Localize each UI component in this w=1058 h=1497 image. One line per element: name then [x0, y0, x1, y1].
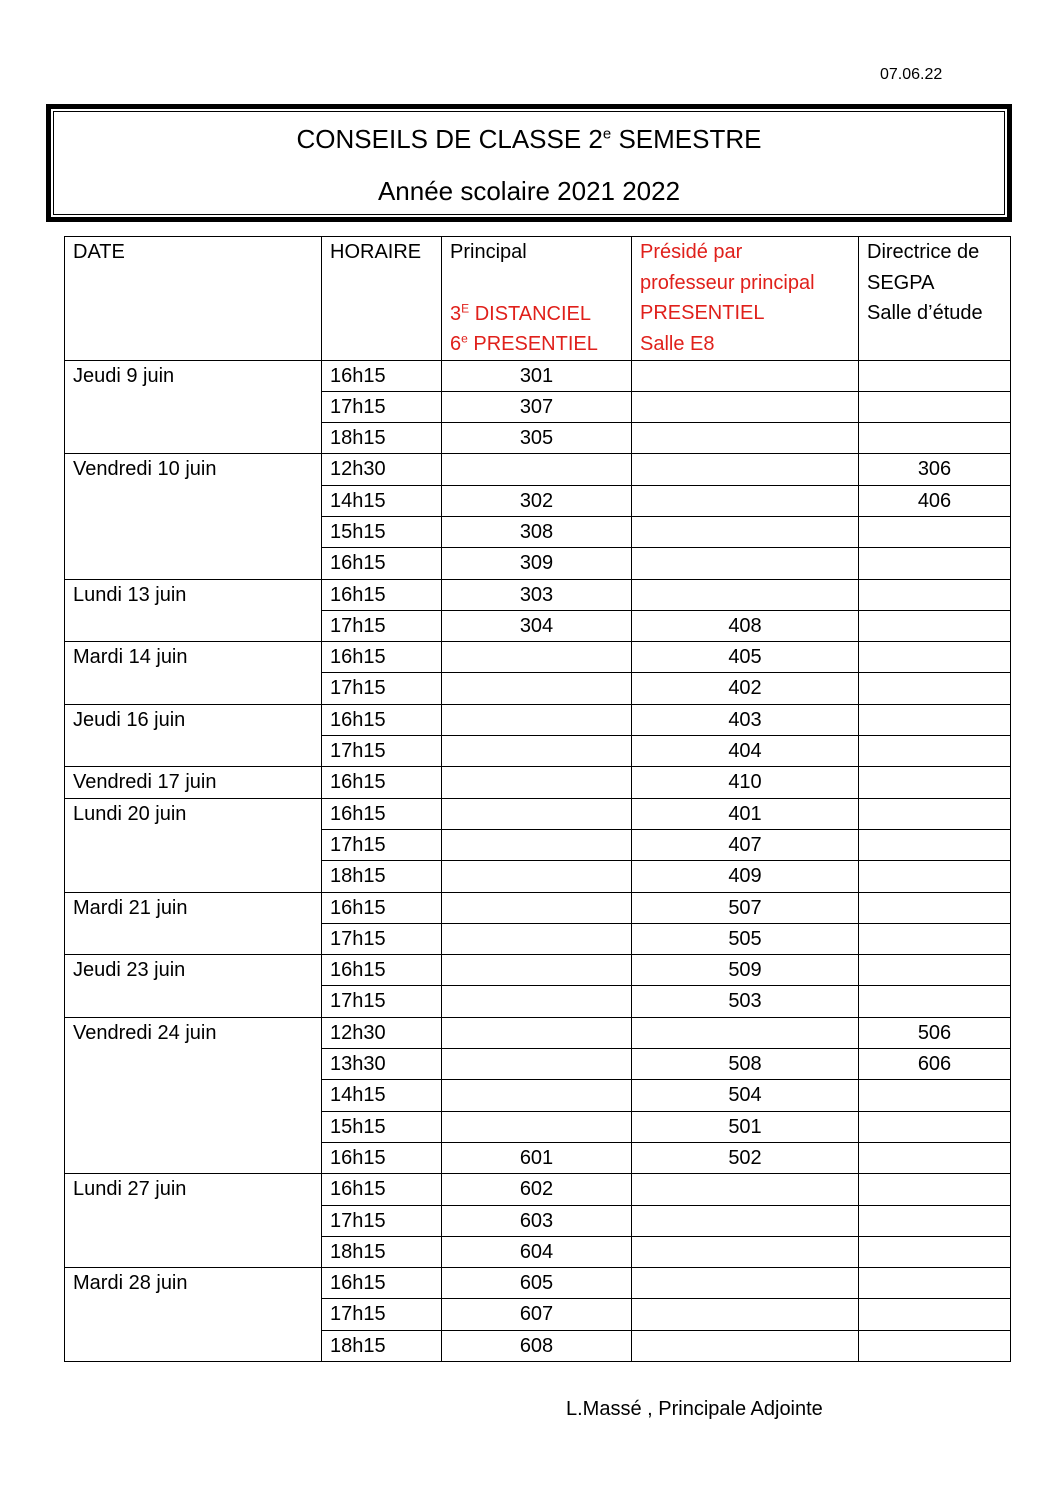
- preside-cell: [632, 1299, 859, 1330]
- time-cell: 16h15: [322, 1268, 442, 1299]
- principal-cell: 305: [442, 423, 632, 454]
- principal-cell: 308: [442, 516, 632, 547]
- segpa-cell: [859, 1142, 1011, 1173]
- segpa-cell: [859, 579, 1011, 610]
- title-line-1-end: SEMESTRE: [611, 124, 762, 154]
- signature: L.Massé , Principale Adjointe: [566, 1398, 823, 1420]
- principal-cell: [442, 673, 632, 704]
- header-principal-3e: $3^E$ DISTANCIEL: [450, 300, 592, 325]
- preside-cell: [632, 485, 859, 516]
- preside-cell: 504: [632, 1080, 859, 1111]
- table-row: [65, 360, 1011, 391]
- preside-cell: 501: [632, 1111, 859, 1142]
- preside-cell: 405: [632, 642, 859, 673]
- time-cell: 16h15: [322, 579, 442, 610]
- principal-cell: [442, 829, 632, 860]
- time-cell: 16h15: [322, 642, 442, 673]
- time-cell: 17h15: [322, 923, 442, 954]
- header-preside: [632, 237, 859, 361]
- preside-cell: 401: [632, 798, 859, 829]
- title-inner-frame: [53, 111, 1005, 215]
- preside-cell: [632, 579, 859, 610]
- date-cell: Lundi 27 juin: [65, 1174, 322, 1268]
- segpa-cell: 506: [859, 1017, 1011, 1048]
- time-cell: 18h15: [322, 1330, 442, 1361]
- table-row: [65, 704, 1011, 735]
- preside-cell: 502: [632, 1142, 859, 1173]
- time-cell: 16h15: [322, 360, 442, 391]
- header-segpa-l2: SEGPA: [867, 271, 935, 294]
- segpa-cell: [859, 360, 1011, 391]
- date-cell: Mardi 28 juin: [65, 1268, 322, 1362]
- date-cell: Jeudi 9 juin: [65, 360, 322, 454]
- time-cell: 17h15: [322, 829, 442, 860]
- header-principal-spacer: [450, 268, 623, 299]
- time-cell: 12h30: [322, 1017, 442, 1048]
- time-cell: 18h15: [322, 423, 442, 454]
- preside-cell: 508: [632, 1049, 859, 1080]
- segpa-cell: [859, 1268, 1011, 1299]
- time-cell: 13h30: [322, 1049, 442, 1080]
- preside-cell: 409: [632, 861, 859, 892]
- title-line-1: [54, 112, 1004, 168]
- segpa-cell: [859, 1236, 1011, 1267]
- principal-cell: 307: [442, 391, 632, 422]
- preside-cell: 402: [632, 673, 859, 704]
- preside-cell: [632, 423, 859, 454]
- date-cell: Jeudi 23 juin: [65, 955, 322, 1018]
- table-row: [65, 1174, 1011, 1205]
- header-principal-6e: 6e PRESENTIEL: [450, 331, 598, 355]
- time-cell: 17h15: [322, 736, 442, 767]
- time-cell: 17h15: [322, 610, 442, 641]
- segpa-cell: [859, 1174, 1011, 1205]
- time-cell: 17h15: [322, 673, 442, 704]
- principal-cell: [442, 1080, 632, 1111]
- date-cell: Vendredi 10 juin: [65, 454, 322, 579]
- preside-cell: 403: [632, 704, 859, 735]
- preside-cell: 410: [632, 767, 859, 798]
- table-row: [65, 642, 1011, 673]
- preside-cell: [632, 1268, 859, 1299]
- segpa-cell: [859, 1205, 1011, 1236]
- header-principal: [442, 237, 632, 361]
- preside-cell: [632, 548, 859, 579]
- preside-cell: 505: [632, 923, 859, 954]
- preside-cell: [632, 1236, 859, 1267]
- segpa-cell: [859, 1330, 1011, 1361]
- principal-cell: [442, 767, 632, 798]
- header-segpa: [859, 237, 1011, 361]
- segpa-cell: [859, 986, 1011, 1017]
- preside-cell: 503: [632, 986, 859, 1017]
- principal-cell: [442, 986, 632, 1017]
- principal-cell: 607: [442, 1299, 632, 1330]
- preside-cell: [632, 1017, 859, 1048]
- principal-cell: 301: [442, 360, 632, 391]
- principal-cell: [442, 1017, 632, 1048]
- title-line-2: Année scolaire 2021 2022: [377, 176, 681, 206]
- principal-cell: [442, 892, 632, 923]
- preside-cell: [632, 1330, 859, 1361]
- preside-cell: [632, 391, 859, 422]
- table-row: [65, 955, 1011, 986]
- segpa-cell: [859, 1299, 1011, 1330]
- header-principal-label: Principal: [450, 241, 527, 263]
- segpa-cell: 406: [859, 485, 1011, 516]
- date-cell: Vendredi 24 juin: [65, 1017, 322, 1173]
- time-cell: 14h15: [322, 1080, 442, 1111]
- time-cell: 16h15: [322, 1142, 442, 1173]
- table-row: [65, 454, 1011, 485]
- preside-cell: [632, 1174, 859, 1205]
- segpa-cell: [859, 391, 1011, 422]
- segpa-cell: [859, 892, 1011, 923]
- time-cell: 17h15: [322, 986, 442, 1017]
- segpa-cell: [859, 610, 1011, 641]
- segpa-cell: [859, 955, 1011, 986]
- principal-cell: 302: [442, 485, 632, 516]
- header-preside-l2: professeur principal: [640, 271, 815, 294]
- segpa-cell: [859, 767, 1011, 798]
- header-segpa-l1: Directrice de: [867, 241, 980, 263]
- segpa-cell: [859, 423, 1011, 454]
- segpa-cell: [859, 516, 1011, 547]
- segpa-cell: [859, 673, 1011, 704]
- header-preside-l3: PRESENTIEL: [640, 302, 765, 324]
- principal-cell: [442, 798, 632, 829]
- segpa-cell: [859, 861, 1011, 892]
- preside-cell: 509: [632, 955, 859, 986]
- time-cell: 16h15: [322, 704, 442, 735]
- preside-cell: 407: [632, 829, 859, 860]
- header-row: [65, 237, 1011, 361]
- preside-cell: 507: [632, 892, 859, 923]
- preside-cell: 408: [632, 610, 859, 641]
- table-row: [65, 1268, 1011, 1299]
- preside-cell: [632, 516, 859, 547]
- preside-cell: 404: [632, 736, 859, 767]
- table-row: [65, 798, 1011, 829]
- principal-cell: [442, 736, 632, 767]
- table-row: [65, 579, 1011, 610]
- document-date: 07.06.22: [880, 66, 943, 83]
- header-segpa-l3: Salle d’étude: [867, 302, 983, 324]
- segpa-cell: [859, 704, 1011, 735]
- segpa-cell: [859, 736, 1011, 767]
- segpa-cell: [859, 829, 1011, 860]
- principal-cell: 303: [442, 579, 632, 610]
- principal-cell: [442, 454, 632, 485]
- principal-cell: 309: [442, 548, 632, 579]
- time-cell: 14h15: [322, 485, 442, 516]
- date-cell: Lundi 20 juin: [65, 798, 322, 892]
- principal-cell: 603: [442, 1205, 632, 1236]
- date-cell: Vendredi 17 juin: [65, 767, 322, 798]
- header-date: DATE: [65, 237, 322, 361]
- date-cell: Mardi 14 juin: [65, 642, 322, 705]
- segpa-cell: 606: [859, 1049, 1011, 1080]
- principal-cell: [442, 704, 632, 735]
- segpa-cell: [859, 798, 1011, 829]
- table-row: [65, 1017, 1011, 1048]
- date-cell: Lundi 13 juin: [65, 579, 322, 642]
- table-row: [65, 892, 1011, 923]
- segpa-cell: 306: [859, 454, 1011, 485]
- time-cell: 16h15: [322, 548, 442, 579]
- date-cell: Mardi 21 juin: [65, 892, 322, 955]
- principal-cell: 608: [442, 1330, 632, 1361]
- time-cell: 16h15: [322, 767, 442, 798]
- principal-cell: 601: [442, 1142, 632, 1173]
- time-cell: 18h15: [322, 861, 442, 892]
- table-row: [65, 767, 1011, 798]
- principal-cell: [442, 923, 632, 954]
- time-cell: 17h15: [322, 1205, 442, 1236]
- preside-cell: [632, 1205, 859, 1236]
- segpa-cell: [859, 1111, 1011, 1142]
- time-cell: 16h15: [322, 892, 442, 923]
- header-preside-l1: Présidé par: [640, 241, 743, 263]
- principal-cell: [442, 642, 632, 673]
- segpa-cell: [859, 923, 1011, 954]
- time-cell: 15h15: [322, 516, 442, 547]
- time-cell: 18h15: [322, 1236, 442, 1267]
- principal-cell: [442, 1111, 632, 1142]
- time-cell: 16h15: [322, 1174, 442, 1205]
- principal-cell: 602: [442, 1174, 632, 1205]
- header-preside-l4: Salle E8: [640, 332, 715, 355]
- time-cell: 17h15: [322, 391, 442, 422]
- principal-cell: [442, 955, 632, 986]
- time-cell: 16h15: [322, 955, 442, 986]
- preside-cell: [632, 360, 859, 391]
- time-cell: 15h15: [322, 1111, 442, 1142]
- principal-cell: [442, 1049, 632, 1080]
- schedule-table: [64, 236, 1011, 1362]
- header-horaire: HORAIRE: [322, 237, 442, 361]
- segpa-cell: [859, 548, 1011, 579]
- time-cell: 12h30: [322, 454, 442, 485]
- principal-cell: 604: [442, 1236, 632, 1267]
- title-line-1-sup: e: [602, 125, 612, 143]
- principal-cell: 304: [442, 610, 632, 641]
- title-box: [46, 104, 1012, 222]
- principal-cell: 605: [442, 1268, 632, 1299]
- time-cell: 17h15: [322, 1299, 442, 1330]
- title-line-1-main: CONSEILS DE CLASSE 2: [296, 124, 603, 154]
- preside-cell: [632, 454, 859, 485]
- principal-cell: [442, 861, 632, 892]
- time-cell: 16h15: [322, 798, 442, 829]
- date-cell: Jeudi 16 juin: [65, 704, 322, 767]
- segpa-cell: [859, 642, 1011, 673]
- segpa-cell: [859, 1080, 1011, 1111]
